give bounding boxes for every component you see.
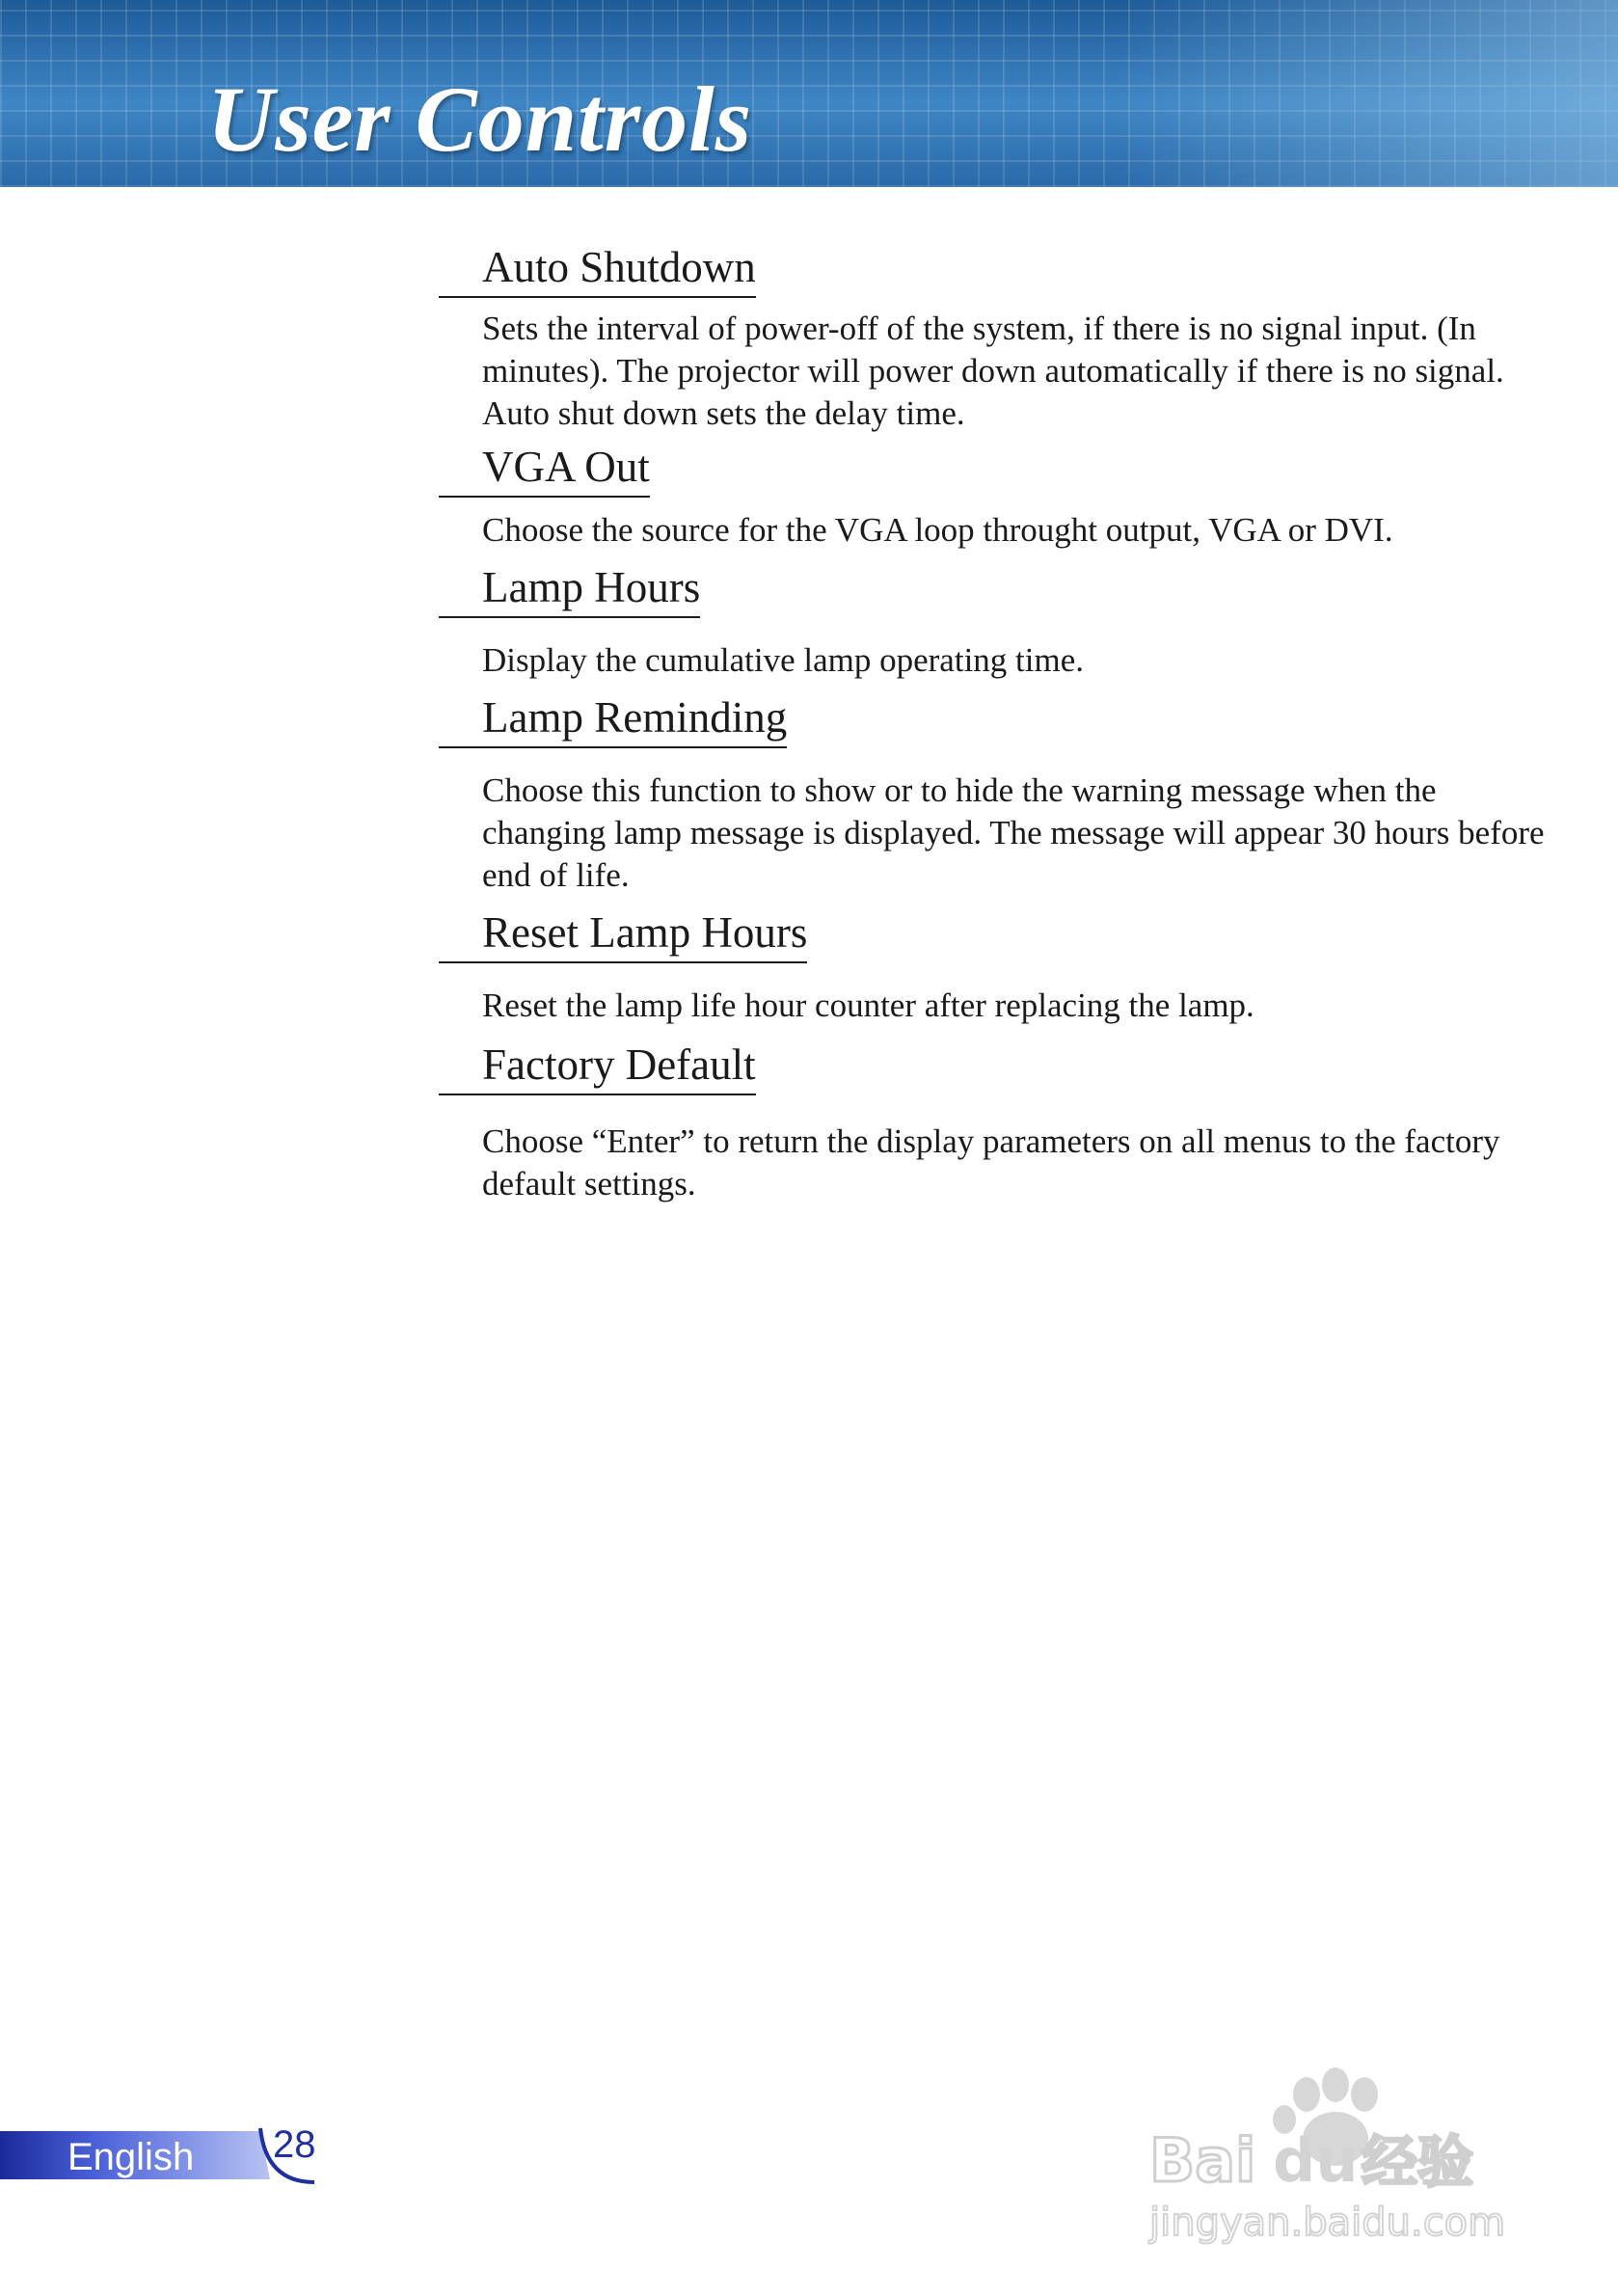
page-header-banner (0, 0, 1618, 187)
section-body: Display the cumulative lamp operating time. (482, 641, 1085, 679)
section-body: Choose the source for the VGA loop throught output, VGA or DVI. (482, 511, 1393, 549)
section-lamp-hours (439, 559, 1548, 682)
section-title: VGA Out (439, 439, 650, 498)
section-title: Lamp Reminding (439, 689, 787, 748)
baidu-watermark-logo (1138, 2064, 1524, 2247)
section-factory-default (439, 1037, 1548, 1205)
section-title: Reset Lamp Hours (439, 905, 807, 963)
section-title: Factory Default (439, 1037, 756, 1095)
section-lamp-reminding (439, 689, 1548, 897)
section-auto-shutdown (439, 239, 1548, 435)
footer-language-label: English (67, 2136, 195, 2178)
page-number: 28 (273, 2123, 316, 2166)
section-vga-out (439, 439, 1548, 552)
watermark-url: jingyan.baidu.com (1149, 2201, 1506, 2245)
page-title: User Controls (207, 68, 753, 171)
section-title: Lamp Hours (439, 559, 700, 618)
section-title: Auto Shutdown (439, 239, 756, 298)
section-body: Choose this function to show or to hide the warning message when the changing lamp message is displayed. The message will appear 30 hours before end of life. (482, 771, 1545, 894)
watermark-brand-text: du (1273, 2125, 1359, 2196)
section-reset-lamp-hours (439, 905, 1548, 1027)
section-body: Sets the interval of power-off of the system, if there is no signal input. (In minutes). The projector will power down automatically if there is no signal. Auto shut down sets the delay time. (482, 310, 1504, 432)
header-gradient (1117, 0, 1618, 187)
watermark-brand-text: Bai (1149, 2125, 1256, 2196)
watermark-brand-text: 经验 (1362, 2129, 1474, 2195)
section-body: Reset the lamp life hour counter after replacing the lamp. (482, 986, 1254, 1024)
content-area (439, 239, 1548, 1205)
section-body: Choose “Enter” to return the display parameters on all menus to the factory default settings. (482, 1122, 1500, 1202)
